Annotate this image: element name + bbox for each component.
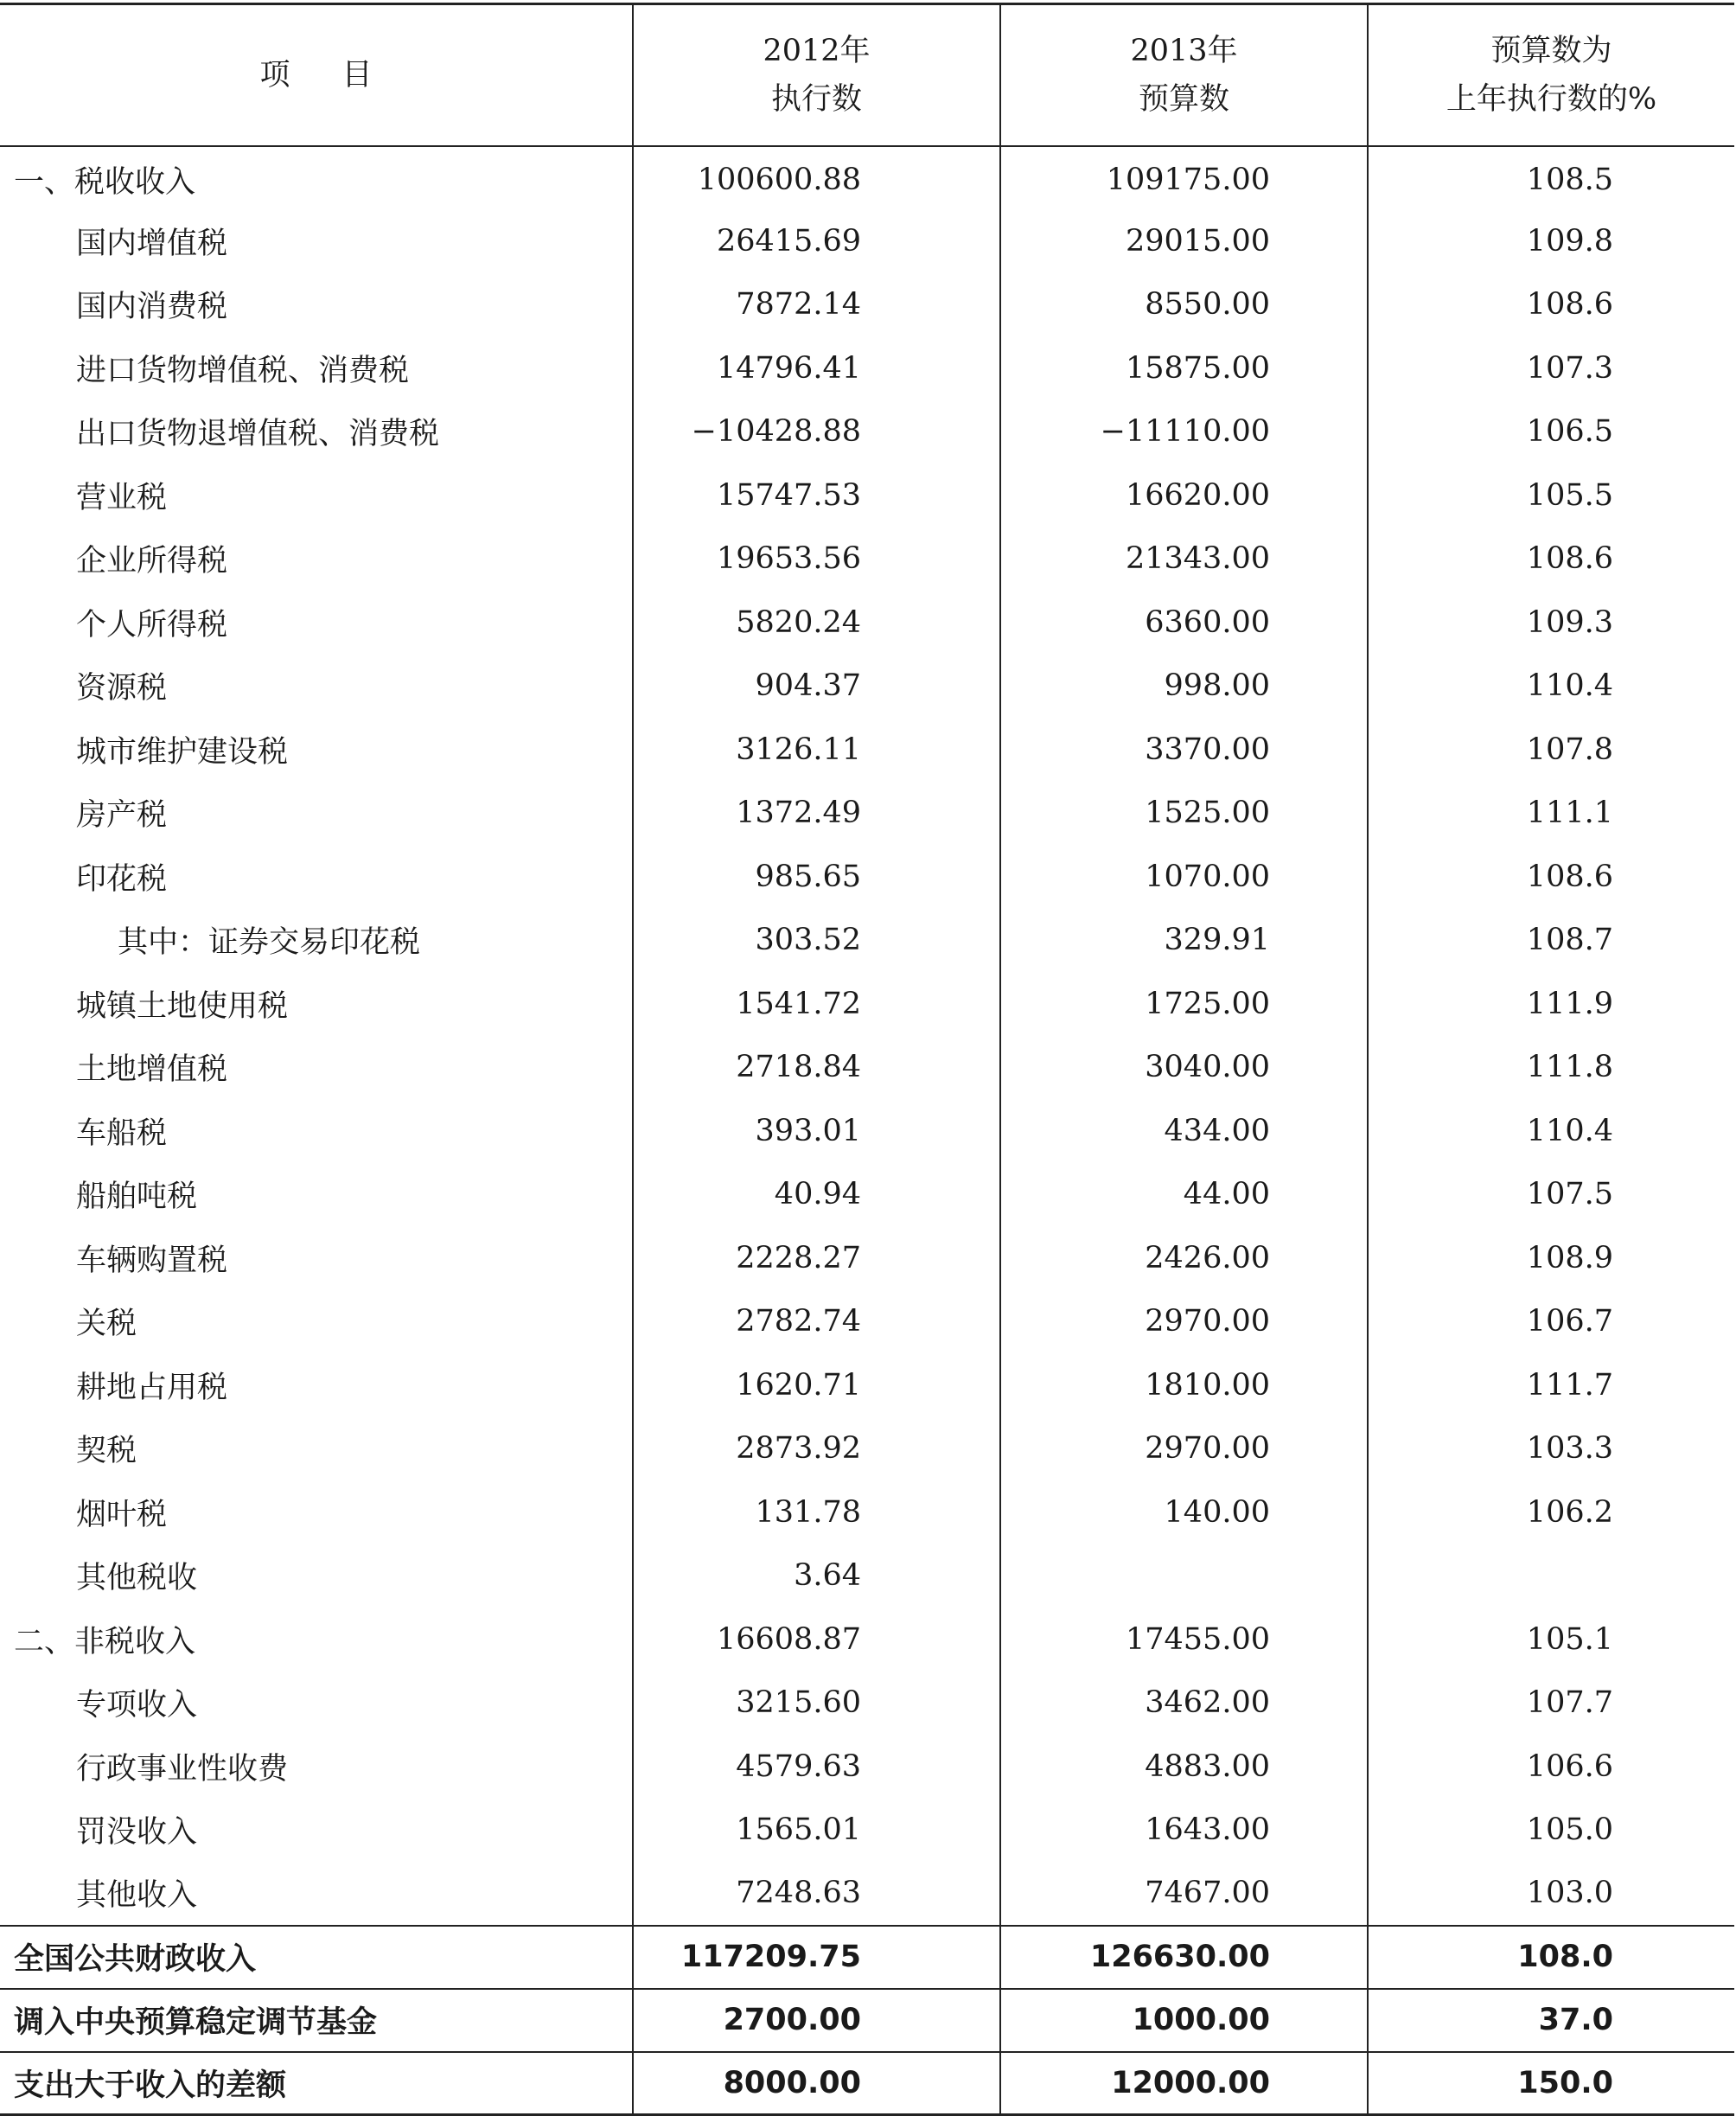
value-2013-budget: 2970.00	[1000, 1290, 1368, 1354]
value-2013-budget: 1725.00	[1000, 972, 1368, 1036]
value-budget-pct: 108.7	[1368, 909, 1734, 973]
row-label: 资源税	[76, 671, 168, 706]
table-row	[0, 1544, 1734, 1608]
row-label: 车船税	[76, 1116, 168, 1151]
value-2012-actual: 1565.01	[633, 1799, 1000, 1863]
total-2012-actual: 2700.00	[633, 1989, 1000, 2052]
header-2013-budget: 2013年 预算数	[1000, 4, 1368, 146]
table-row	[0, 845, 1734, 909]
value-2012-actual: 2718.84	[633, 1036, 1000, 1100]
value-budget-pct: 108.6	[1368, 527, 1734, 591]
value-budget-pct: 108.6	[1368, 273, 1734, 337]
value-2013-budget: 3370.00	[1000, 718, 1368, 782]
row-label: 营业税	[76, 480, 168, 515]
table-row	[0, 1799, 1734, 1863]
row-label: 罚没收入	[76, 1815, 198, 1851]
value-budget-pct: 106.2	[1368, 1480, 1734, 1544]
value-2012-actual: 985.65	[633, 845, 1000, 909]
value-2013-budget: 6360.00	[1000, 591, 1368, 655]
table-row	[0, 1036, 1734, 1100]
value-budget-pct: 111.7	[1368, 1353, 1734, 1417]
value-2013-budget: 3462.00	[1000, 1672, 1368, 1736]
row-label: 专项收入	[76, 1688, 198, 1723]
value-2012-actual: 904.37	[633, 655, 1000, 719]
table-row	[0, 1672, 1734, 1736]
row-label: 国内增值税	[76, 226, 228, 261]
table-row	[0, 209, 1734, 273]
value-budget-pct: 106.6	[1368, 1735, 1734, 1799]
header-item: 项目	[0, 4, 633, 146]
table-row	[0, 591, 1734, 655]
table-row	[0, 1226, 1734, 1290]
value-2012-actual: 1372.49	[633, 782, 1000, 846]
value-2013-budget: 29015.00	[1000, 209, 1368, 273]
total-2012-actual: 117209.75	[633, 1926, 1000, 1989]
value-budget-pct: 111.9	[1368, 972, 1734, 1036]
table-row	[0, 1290, 1734, 1354]
value-budget-pct: 107.3	[1368, 336, 1734, 400]
value-2012-actual: 5820.24	[633, 591, 1000, 655]
value-budget-pct: 103.3	[1368, 1417, 1734, 1481]
row-label: 个人所得税	[76, 607, 228, 642]
value-2012-actual: 14796.41	[633, 336, 1000, 400]
value-budget-pct: 108.9	[1368, 1226, 1734, 1290]
value-2012-actual: 7872.14	[633, 273, 1000, 337]
value-2013-budget: −11110.00	[1000, 400, 1368, 464]
value-budget-pct: 111.1	[1368, 782, 1734, 846]
table-row	[0, 400, 1734, 464]
value-budget-pct: 105.0	[1368, 1799, 1734, 1863]
value-2012-actual: 3215.60	[633, 1672, 1000, 1736]
row-label: 船舶吨税	[76, 1179, 198, 1215]
table-row	[0, 146, 1734, 210]
table-row	[0, 1862, 1734, 1926]
total-label: 调入中央预算稳定调节基金	[0, 1989, 633, 2052]
total-2013-budget: 126630.00	[1000, 1926, 1368, 1989]
table-row	[0, 527, 1734, 591]
table-row	[0, 909, 1734, 973]
value-budget-pct: 107.7	[1368, 1672, 1734, 1736]
row-label: 二、非税收入	[14, 1624, 196, 1659]
row-label: 其他收入	[76, 1878, 198, 1914]
row-label: 契税	[76, 1434, 137, 1469]
value-2012-actual: 15747.53	[633, 463, 1000, 527]
value-2012-actual: 393.01	[633, 1099, 1000, 1163]
row-label: 一、税收收入	[14, 164, 196, 200]
total-label: 支出大于收入的差额	[0, 2052, 633, 2115]
row-label: 城市维护建设税	[76, 734, 289, 770]
value-2012-actual: 131.78	[633, 1480, 1000, 1544]
row-label: 车辆购置税	[76, 1243, 228, 1278]
total-row	[0, 1989, 1734, 2052]
value-2013-budget: 3040.00	[1000, 1036, 1368, 1100]
value-2013-budget: 2970.00	[1000, 1417, 1368, 1481]
value-2013-budget: 15875.00	[1000, 336, 1368, 400]
value-2013-budget: 17455.00	[1000, 1608, 1368, 1672]
value-budget-pct: 109.3	[1368, 591, 1734, 655]
total-row	[0, 2052, 1734, 2115]
total-budget-pct: 37.0	[1368, 1989, 1734, 2052]
value-budget-pct: 108.6	[1368, 845, 1734, 909]
value-2013-budget: 1070.00	[1000, 845, 1368, 909]
table-row	[0, 336, 1734, 400]
value-2012-actual: 2782.74	[633, 1290, 1000, 1354]
table-header-row	[0, 4, 1734, 146]
value-2013-budget	[1000, 1544, 1368, 1608]
row-label: 企业所得税	[76, 544, 228, 579]
table-row	[0, 1480, 1734, 1544]
value-budget-pct: 108.5	[1368, 146, 1734, 210]
value-2013-budget: 16620.00	[1000, 463, 1368, 527]
row-label: 城镇土地使用税	[76, 988, 289, 1024]
row-label: 关税	[76, 1307, 137, 1342]
row-label: 房产税	[76, 798, 168, 834]
row-label: 其中：证券交易印花税	[118, 925, 421, 961]
value-budget-pct: 109.8	[1368, 209, 1734, 273]
row-label: 烟叶税	[76, 1497, 168, 1532]
total-label: 全国公共财政收入	[0, 1926, 633, 1989]
row-label: 耕地占用税	[76, 1370, 228, 1405]
table-row	[0, 655, 1734, 719]
value-budget-pct	[1368, 1544, 1734, 1608]
row-label: 出口货物退增值税、消费税	[76, 417, 440, 452]
value-2013-budget: 109175.00	[1000, 146, 1368, 210]
table-row	[0, 1735, 1734, 1799]
total-budget-pct: 150.0	[1368, 2052, 1734, 2115]
value-2013-budget: 7467.00	[1000, 1862, 1368, 1926]
total-2013-budget: 12000.00	[1000, 2052, 1368, 2115]
value-2012-actual: 3.64	[633, 1544, 1000, 1608]
value-budget-pct: 106.5	[1368, 400, 1734, 464]
header-budget-pct: 预算数为 上年执行数的%	[1368, 4, 1734, 146]
value-2012-actual: 26415.69	[633, 209, 1000, 273]
value-2013-budget: 1525.00	[1000, 782, 1368, 846]
value-budget-pct: 105.5	[1368, 463, 1734, 527]
value-2012-actual: 2228.27	[633, 1226, 1000, 1290]
value-2012-actual: 303.52	[633, 909, 1000, 973]
table-row	[0, 273, 1734, 337]
value-2013-budget: 21343.00	[1000, 527, 1368, 591]
value-budget-pct: 111.8	[1368, 1036, 1734, 1100]
value-2012-actual: 16608.87	[633, 1608, 1000, 1672]
value-2012-actual: 1541.72	[633, 972, 1000, 1036]
row-label: 行政事业性收费	[76, 1751, 289, 1787]
value-2012-actual: 4579.63	[633, 1735, 1000, 1799]
value-2012-actual: 19653.56	[633, 527, 1000, 591]
total-row	[0, 1926, 1734, 1989]
value-2013-budget: 44.00	[1000, 1163, 1368, 1227]
table-row	[0, 1417, 1734, 1481]
value-budget-pct: 110.4	[1368, 655, 1734, 719]
value-2012-actual: −10428.88	[633, 400, 1000, 464]
value-2013-budget: 2426.00	[1000, 1226, 1368, 1290]
header-2012-actual: 2012年 执行数	[633, 4, 1000, 146]
table-row	[0, 1353, 1734, 1417]
value-2013-budget: 1643.00	[1000, 1799, 1368, 1863]
table-row	[0, 1099, 1734, 1163]
value-budget-pct: 105.1	[1368, 1608, 1734, 1672]
value-budget-pct: 107.8	[1368, 718, 1734, 782]
table-row	[0, 1608, 1734, 1672]
value-2013-budget: 1810.00	[1000, 1353, 1368, 1417]
value-budget-pct: 103.0	[1368, 1862, 1734, 1926]
table-row	[0, 463, 1734, 527]
value-2013-budget: 8550.00	[1000, 273, 1368, 337]
value-2012-actual: 40.94	[633, 1163, 1000, 1227]
row-label: 土地增值税	[76, 1052, 228, 1088]
value-2013-budget: 4883.00	[1000, 1735, 1368, 1799]
value-2012-actual: 2873.92	[633, 1417, 1000, 1481]
value-budget-pct: 107.5	[1368, 1163, 1734, 1227]
row-label: 印花税	[76, 861, 168, 897]
value-2013-budget: 998.00	[1000, 655, 1368, 719]
value-2012-actual: 7248.63	[633, 1862, 1000, 1926]
value-2012-actual: 100600.88	[633, 146, 1000, 210]
row-label: 国内消费税	[76, 290, 228, 325]
value-2013-budget: 434.00	[1000, 1099, 1368, 1163]
row-label: 进口货物增值税、消费税	[76, 353, 410, 388]
revenue-table	[0, 3, 1734, 2116]
value-2012-actual: 1620.71	[633, 1353, 1000, 1417]
table-row	[0, 1163, 1734, 1227]
row-label: 其他税收	[76, 1561, 198, 1596]
value-budget-pct: 110.4	[1368, 1099, 1734, 1163]
value-budget-pct: 106.7	[1368, 1290, 1734, 1354]
table-row	[0, 782, 1734, 846]
value-2013-budget: 329.91	[1000, 909, 1368, 973]
total-2012-actual: 8000.00	[633, 2052, 1000, 2115]
table-row	[0, 972, 1734, 1036]
table-row	[0, 718, 1734, 782]
total-2013-budget: 1000.00	[1000, 1989, 1368, 2052]
value-2013-budget: 140.00	[1000, 1480, 1368, 1544]
total-budget-pct: 108.0	[1368, 1926, 1734, 1989]
value-2012-actual: 3126.11	[633, 718, 1000, 782]
